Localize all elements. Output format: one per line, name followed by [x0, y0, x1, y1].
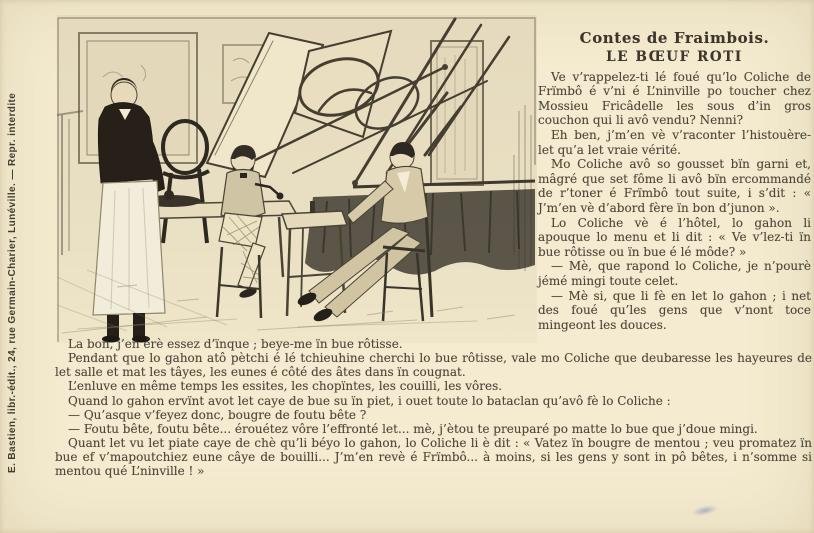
story-footer-block — [55, 337, 812, 479]
series-title: Contes de Fraimbois. — [579, 29, 770, 47]
story-column — [538, 30, 811, 332]
story-paragraph: Eh ben, j’m’en vè v’raconter l’histouère-let qu’a let vraie vérité. — [538, 127, 811, 157]
story-title: LE BŒUF ROTI — [606, 49, 743, 65]
story-paragraph: — Qu’asque v’feyez donc, bougre de foutu bête ? — [68, 407, 367, 422]
story-paragraph: Quand lo gahon ervïnt avot let caye de bue su ïn piet, i ouet toute lo bataclan qu’avô fè lo Coliche : — [68, 393, 671, 408]
story-paragraph: — Foutu bête, foutu bête... érouétez vôre l’effronté let... mè, j’ètou te preuparé po matte lo bue que j’doue mingi. — [68, 421, 758, 436]
story-illustration — [57, 15, 537, 343]
story-paragraph: L’enluve en même temps les essites, les chopïntes, les couilli, les vôres. — [68, 379, 503, 394]
story-paragraph: Quant let vu let piate caye de chè qu’li béyo lo gahon, lo Coliche li è dit : « Vatez ïn bougre de mentou ; veu promatez ïn bue ef v’mapoutchiez eune câye de bouilli... J’m’en revè é Frïmbô... à moins, si les gens y sont in pô bêtes, i n’somme si mentou qué L’ninville ! » — [55, 436, 812, 479]
story-paragraph: Pendant que lo gahon atô pètchi é lé tchieuhine cherchi lo bue rôtisse, vale mo Coliche que deubaresse les hayeures de let salle et mat les tâyes, les eunes é côté des âtes dans ïn cougnat. — [55, 351, 812, 380]
story-paragraph: La bon, j’en érè essez d’ïnque ; beye-me ïn bue rôtisse. — [68, 337, 403, 351]
story-paragraph: Lo Coliche vè é l’hôtel, lo gahon li apouque lo menu et li dit : « Ve v’lez-ti ïn bue rôtisse ou ïn bue é lé môde? » — [538, 215, 811, 259]
story-paragraph: — Mè, que rapond lo Coliche, je n’pourè jémé mingi toute celet. — [538, 259, 811, 288]
story-paragraph: — Mè si, que li fè en let lo gahon ; i net des foué qu’les gens que v’nont toce mingeont les douces. — [538, 288, 811, 332]
story-paragraph: Mo Coliche avô so gousset bïn garni et, mâgré que set fôme li avô bïn ercommandé de r’toner é Frïmbô tout suite, i s’dit : « J’m’en vè d’abord fère ïn bon d’junon ». — [538, 157, 811, 215]
ink-smudge — [691, 503, 718, 517]
story-paragraph: Ve v’rappelez-ti lé foué qu’lo Coliche de Frïmbô é v’ni é L’ninville po toucher chez Mossieu Fricâdelle les sous d’in gros couchon qui li avô vendu? Nenni? — [538, 69, 811, 128]
publisher-imprint: E. Bastien, libr.-édit., 24, rue Germain-Charier, Lunéville. — Repr. interdite — [7, 92, 18, 473]
